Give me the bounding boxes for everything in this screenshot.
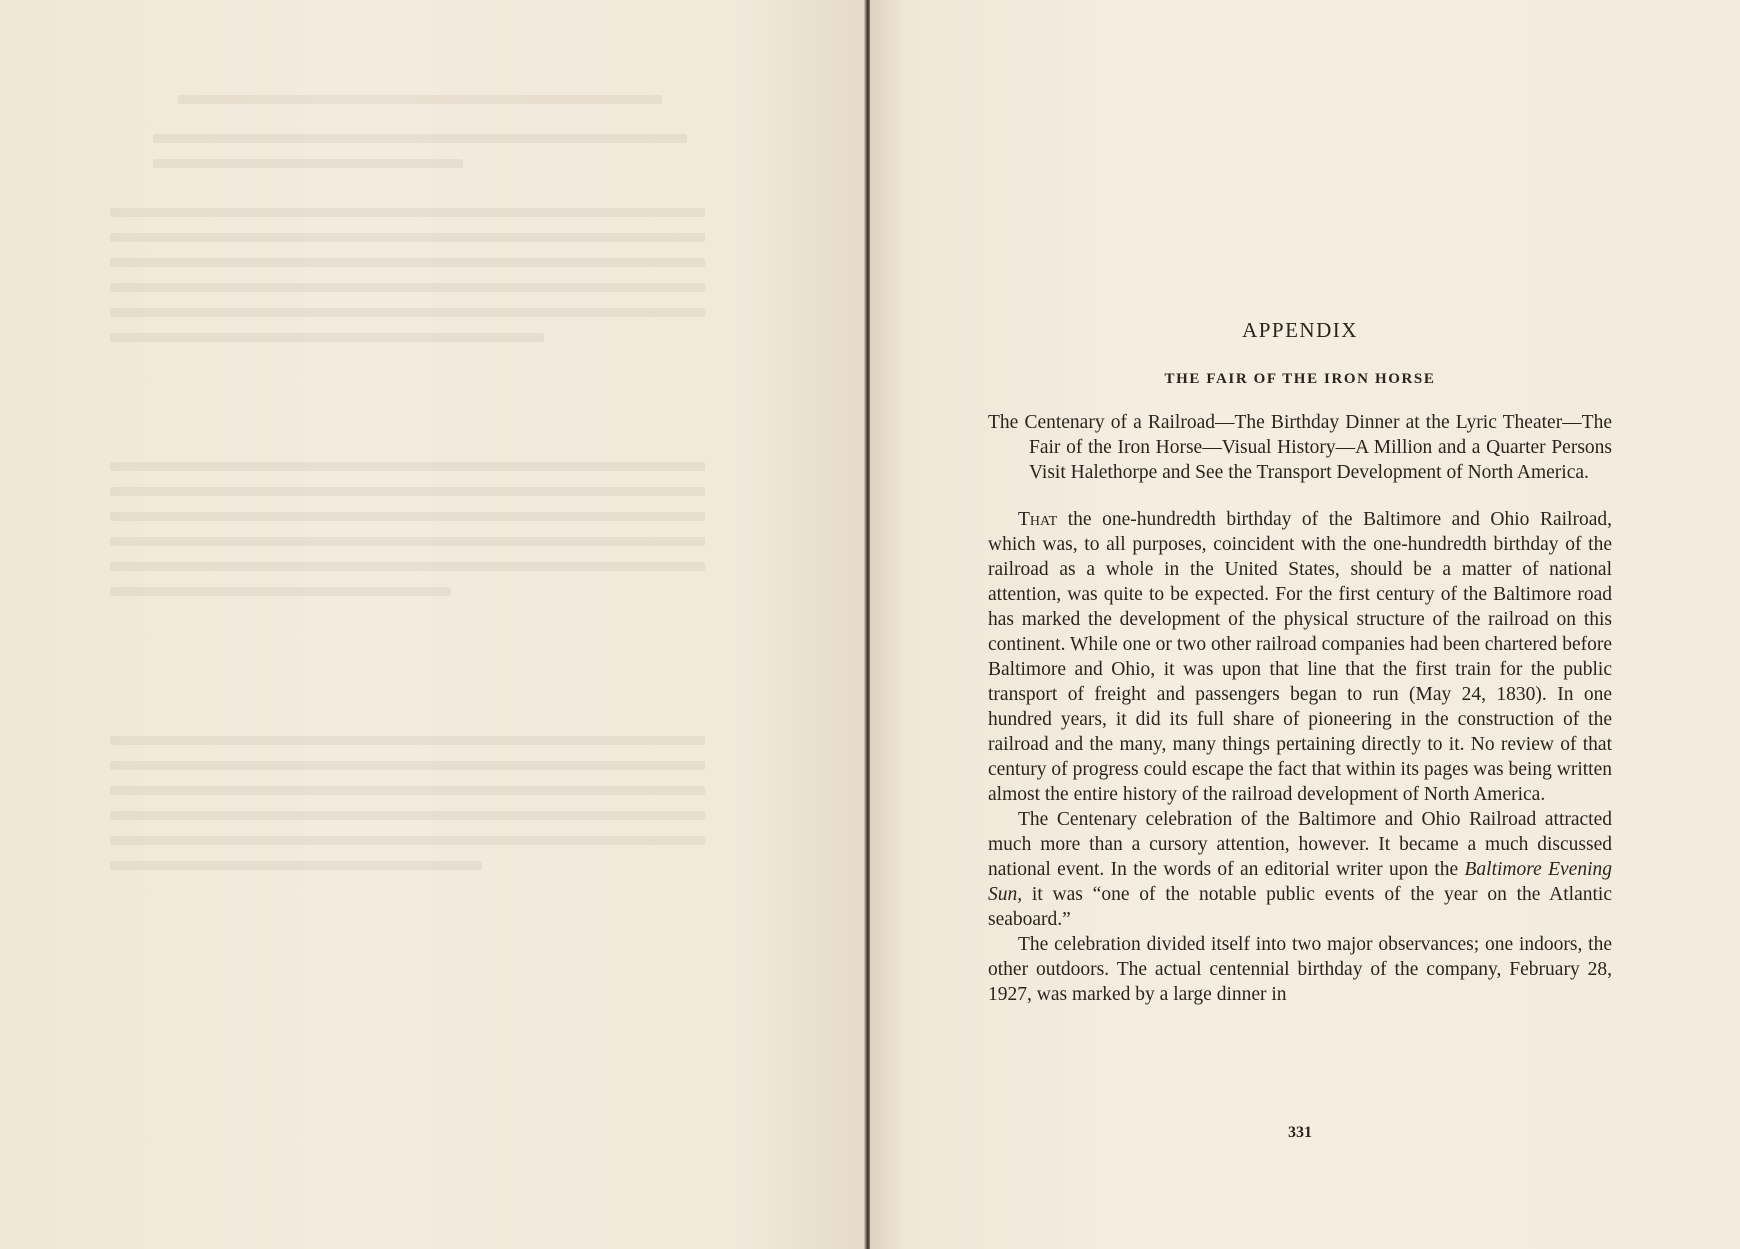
page-number: 331: [1288, 1124, 1312, 1141]
paragraph-1-text: the one-hundredth birthday of the Baltimore and Ohio Railroad, which was, to all purposes, coincident with the one-hundredth birthday of the railroad as a whole in the United States, should be a matter of national attention, was quite to be expected. For the first century of the Baltimore road has marked the development of the physical structure of the railroad on this continent. While one or two other railroad companies had been chartered before Baltimore and Ohio, it was upon that line that the first train for the public transport of freight and passengers began to run (May 24, 1830). In one hundred years, it did its full share of pioneering in the construction of the railroad and the many, many things pertaining directly to it. No review of that century of progress could escape the fact that within its pages was being written almost the entire history of the railroad development of North America.: [988, 509, 1612, 805]
paragraph-2: [988, 807, 1612, 932]
paragraph-2-text-a: The Centenary celebration of the Baltimore and Ohio Railroad attracted much more than a cursory attention, however. It became a much discussed national event. In the words of an editorial writer upon the: [988, 809, 1612, 880]
appendix-content: [988, 318, 1612, 1007]
newspaper-title: Baltimore Evening Sun,: [988, 859, 1613, 905]
bleed-through-text: [110, 95, 730, 1105]
paragraph-2-text-b: it was “one of the notable public events of the year on the Atlantic seaboard.”: [988, 884, 1612, 930]
chapter-summary: The Centenary of a Railroad—The Birthday Dinner at the Lyric Theater—The Fair of the Iron Horse—Visual History—A Million and a Quarter Persons Visit Halethorpe and See the Transport Development of North America.: [988, 412, 1612, 483]
paragraph-1-lead: That: [1018, 509, 1058, 530]
left-page: [0, 0, 866, 1249]
paragraph-1: [988, 507, 1612, 807]
chapter-subheading: THE FAIR OF THE IRON HORSE: [1164, 371, 1436, 387]
appendix-heading: APPENDIX: [1242, 318, 1358, 342]
paragraph-3: The celebration divided itself into two major observances; one indoors, the other outdoors. The actual centennial birthday of the company, February 28, 1927, was marked by a large dinner in: [988, 934, 1612, 1005]
